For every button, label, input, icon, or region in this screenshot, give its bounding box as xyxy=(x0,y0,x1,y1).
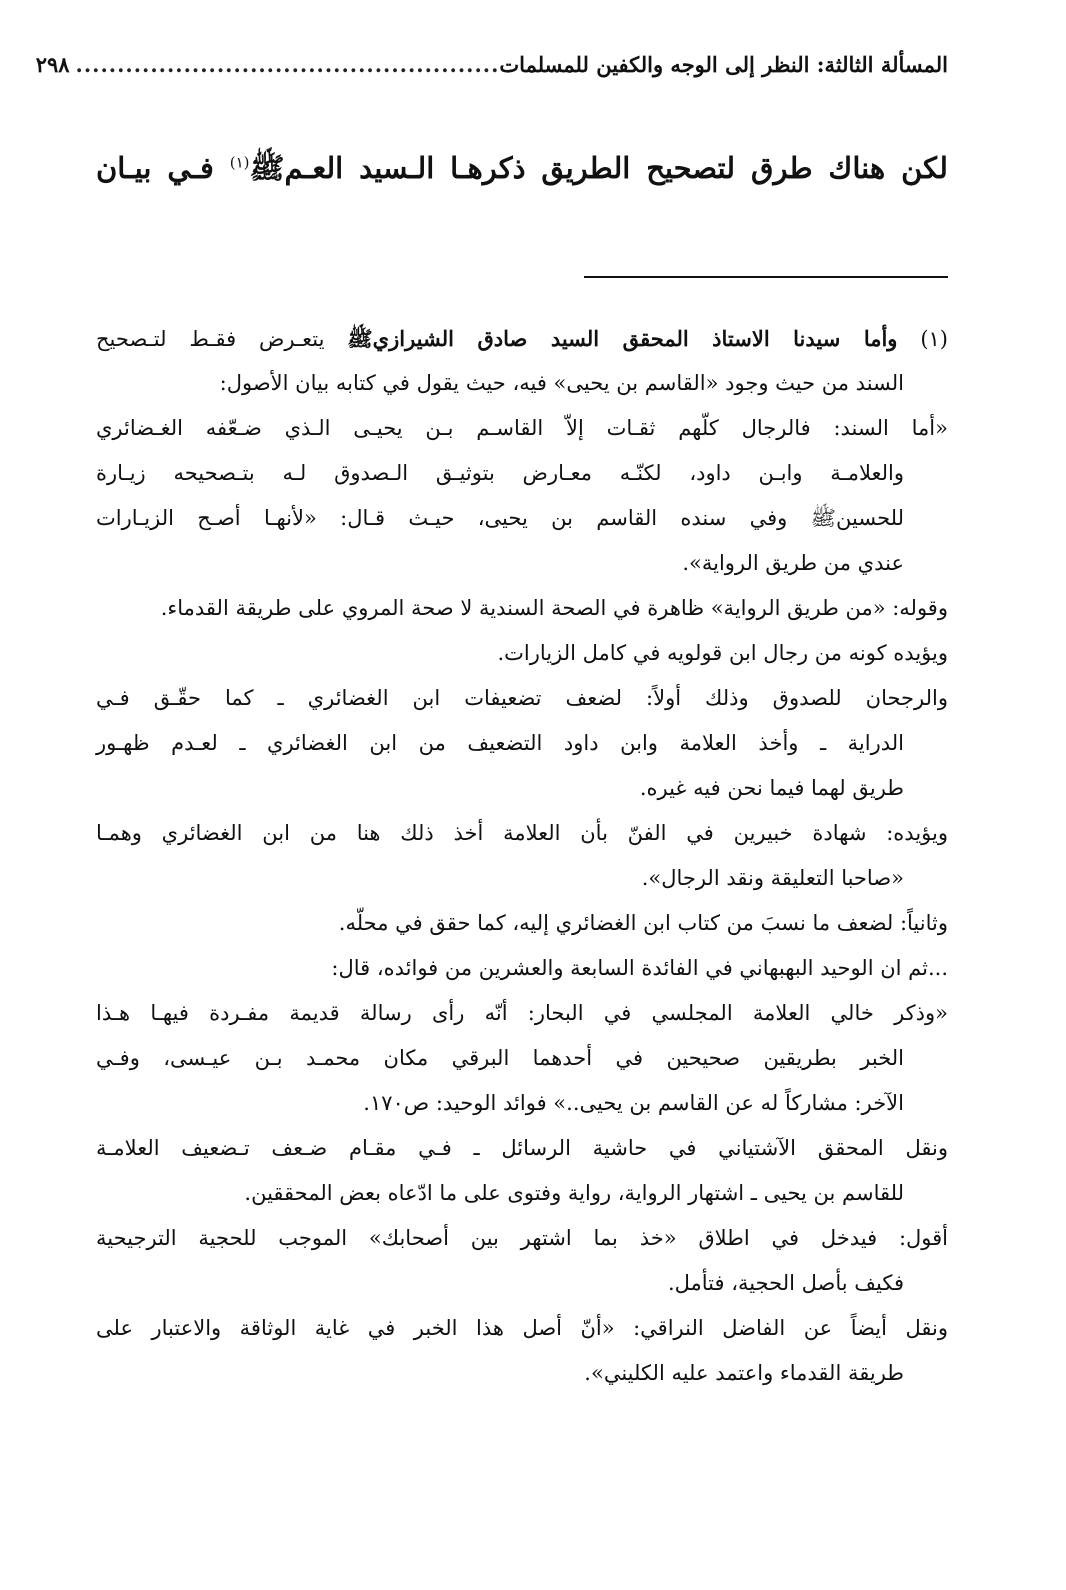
footnote-line: «أما السند: فالرجال كلّهم ثقـات إلاّ القاسـم بـن يحيـى الـذي ضـعّفه الغـضائري xyxy=(96,416,948,440)
header-leader-dots: ................................................... xyxy=(75,52,500,77)
main-text-fragment-end: فـي بيـان xyxy=(96,151,214,185)
footnote-number: (١) xyxy=(920,327,948,351)
footnote-line: عندي من طريق الرواية». xyxy=(682,551,904,575)
footnote-line: للقاسم بن يحيى ـ اشتهار الرواية، رواية وفتوى على ما ادّعاه بعض المحققين. xyxy=(244,1181,904,1205)
footnote-heading: وأما سيدنا الاستاذ المحقق السيد صادق الشيرازي xyxy=(372,326,898,351)
footnote-separator xyxy=(584,276,948,278)
footnote-line: ويؤيده: شهادة خبيرين في الفنّ بأن العلامة أخذ ذلك هنا من ابن الغضائري وهمـا xyxy=(96,821,948,845)
footnote-line: الآخر: مشاركاً له عن القاسم بن يحيى..» فوائد الوحيد: ص١٧٠. xyxy=(363,1091,904,1115)
footnote-line: «وذكر خالي العلامة المجلسي في البحار: أنّه رأى رسالة قديمة مفـردة فيهـا هـذا xyxy=(96,1001,948,1025)
page-number: ٢٩٨ xyxy=(35,52,70,77)
footnote-line: فكيف بأصل الحجية، فتأمل. xyxy=(667,1271,904,1295)
footnote-reference[interactable]: (١) xyxy=(229,153,250,172)
footnote-line: وثانياً: لضعف ما نسبَ من كتاب ابن الغضائري إليه، كما حقق في محلّه. xyxy=(338,911,948,935)
main-text-fragment: لكن هناك طرق لتصحيح الطريق ذكرهـا الـسيد العـم xyxy=(284,151,948,185)
footnote-line: الخبر بطريقين صحيحين في أحدهما البرقي مكان محمـد بـن عيـسى، وفـي xyxy=(96,1046,904,1070)
footnote-line: الدراية ـ وأخذ العلامة وابن داود التضعيف من ابن الغضائري ـ لعـدم ظهـور xyxy=(96,731,904,755)
footnote-text: وفي سنده القاسم بن يحيى، حيـث قـال: «لأنهـا أصـح الزيـارات xyxy=(96,506,788,530)
footnote-block xyxy=(96,316,948,1396)
footnote-line: طريق لهما فيما نحن فيه غيره. xyxy=(639,776,904,800)
footnote-line: طريقة القدماء واعتمد عليه الكليني». xyxy=(584,1361,904,1385)
honorific-glyph: ﷺ xyxy=(249,151,285,185)
footnote-line: والرجحان للصدوق وذلك أولاً: لضعف تضعيفات ابن الغضائري ـ كما حقّـق فـي xyxy=(96,686,948,710)
footnote-line: وقوله: «من طريق الرواية» ظاهرة في الصحة السندية لا صحة المروي على طريقة القدماء. xyxy=(160,596,948,620)
footnote-line: ويؤيده كونه من رجال ابن قولويه في كامل الزيارات. xyxy=(497,641,948,665)
footnote-line: ونقل أيضاً عن الفاضل النراقي: «أنّ أصل هذا الخبر في غاية الوثاقة والاعتبار على xyxy=(96,1316,948,1340)
footnote-line xyxy=(96,496,948,541)
running-header xyxy=(35,52,948,92)
main-text-line xyxy=(96,138,948,198)
footnote-line: والعلامـة وابـن داود، لكنّـه معـارض بتوثيـق الـصدوق لـه بتـصحيحه زيـارة xyxy=(96,461,904,485)
footnote-line: ونقل المحقق الآشتياني في حاشية الرسائل ـ فـي مقـام ضـعف تـضعيف العلامـة xyxy=(96,1136,948,1160)
footnote-line: ...ثم ان الوحيد البهبهاني في الفائدة السابعة والعشرين من فوائده، قال: xyxy=(331,956,948,980)
footnote-text: يتعـرض فقـط لتـصحيح xyxy=(96,327,325,351)
footnote-text: للحسين xyxy=(836,506,904,530)
footnote-line: أقول: فيدخل في اطلاق «خذ بما اشتهر بين أصحابك» الموجب للحجية الترجيحية xyxy=(96,1226,948,1250)
honorific-glyph: ﷺ xyxy=(810,506,837,530)
header-title: المسألة الثالثة: النظر إلى الوجه والكفين للمسلمات xyxy=(499,52,948,77)
footnote-line xyxy=(96,316,948,361)
footnote-line: السند من حيث وجود «القاسم بن يحيى» فيه، حيث يقول في كتابه بيان الأصول: xyxy=(219,371,904,395)
honorific-glyph: ﷺ xyxy=(347,326,373,351)
footnote-line: «صاحبا التعليقة ونقد الرجال». xyxy=(641,866,904,890)
